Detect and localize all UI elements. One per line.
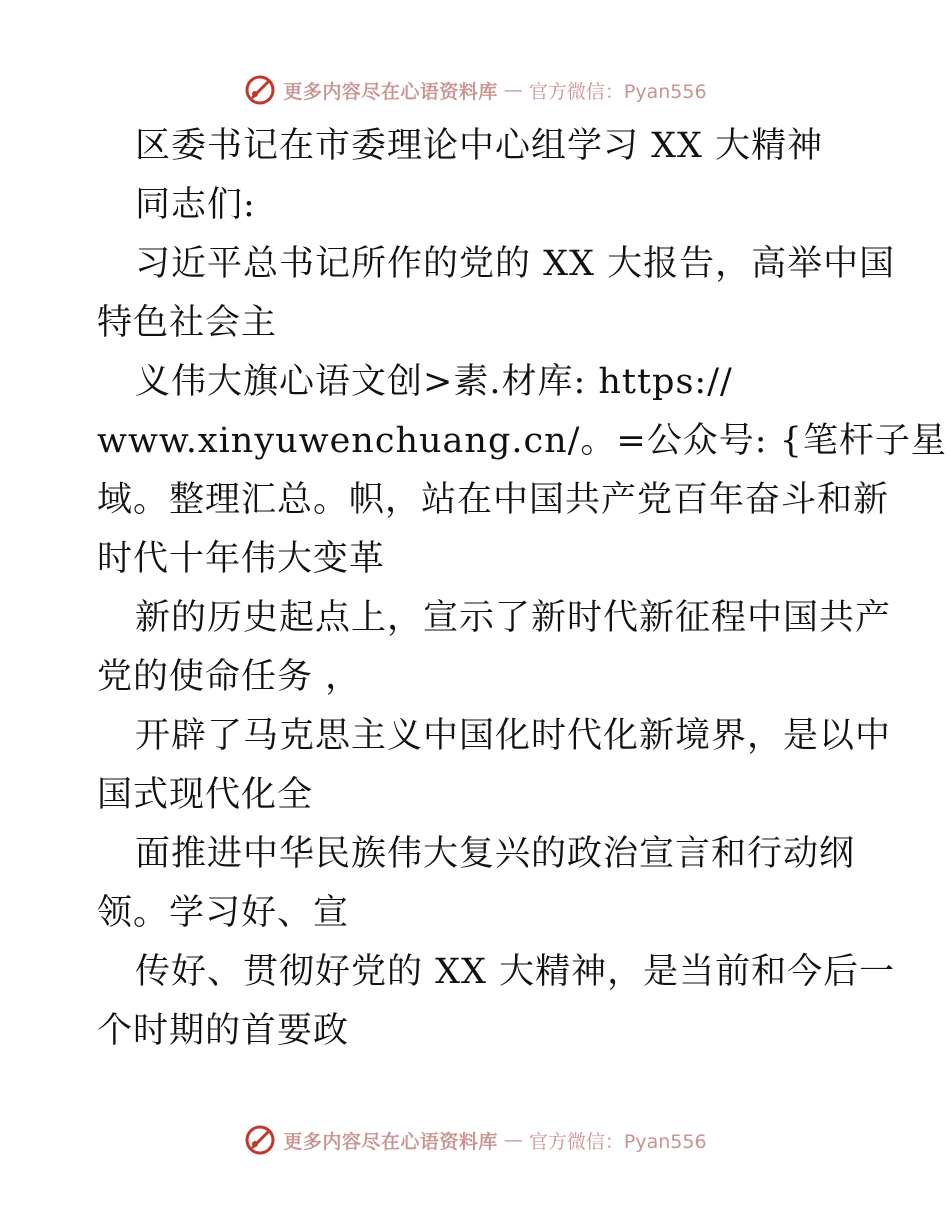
text-line: 国式现代化全 (97, 775, 314, 815)
text-line: 党的使命任务 ， (97, 657, 362, 697)
salutation: 同志们: (135, 185, 256, 225)
document-body (97, 117, 947, 1061)
footer-banner-wechat: 官方微信：Pyan556 (528, 1130, 707, 1153)
text-line: www.xinyuwenchuang.cn/。=公众号: {笔杆子星 (97, 421, 947, 461)
text-line: 传好、贯彻好党的 XX 大精神，是当前和今后一 (135, 952, 896, 992)
text-line: 个时期的首要政 (97, 1011, 350, 1051)
text-line: 域。整理汇总。帜，站在中国共产党百年奋斗和新 (97, 480, 890, 520)
text-line: 新的历史起点上，宣示了新时代新征程中国共产 (135, 598, 892, 638)
text-line: 开辟了马克思主义中国化时代化新境界，是以中 (135, 716, 892, 756)
text-line: 习近平总书记所作的党的 XX 大报告，高举中国 (135, 244, 896, 284)
brand-logo-icon (243, 1123, 277, 1157)
footer-banner (0, 1120, 950, 1160)
header-banner (0, 70, 950, 110)
header-banner-wechat: 官方微信：Pyan556 (528, 80, 707, 103)
text-line: 时代十年伟大变革 (97, 539, 386, 579)
document-title: 区委书记在市委理论中心组学习 XX 大精神 (135, 126, 824, 166)
header-banner-separator: — (503, 79, 523, 101)
text-line: 面推进中华民族伟大复兴的政治宣言和行动纲 (135, 834, 856, 874)
brand-logo-icon (243, 73, 277, 107)
text-line: 领。学习好、宣 (97, 893, 350, 933)
footer-banner-text: 更多内容尽在心语资料库 (283, 1130, 498, 1153)
text-line: 特色社会主 (97, 303, 278, 343)
header-banner-text: 更多内容尽在心语资料库 (283, 80, 498, 103)
footer-banner-separator: — (503, 1129, 523, 1151)
text-line: 义伟大旗心语文创>素.材库: https:// (135, 362, 733, 402)
